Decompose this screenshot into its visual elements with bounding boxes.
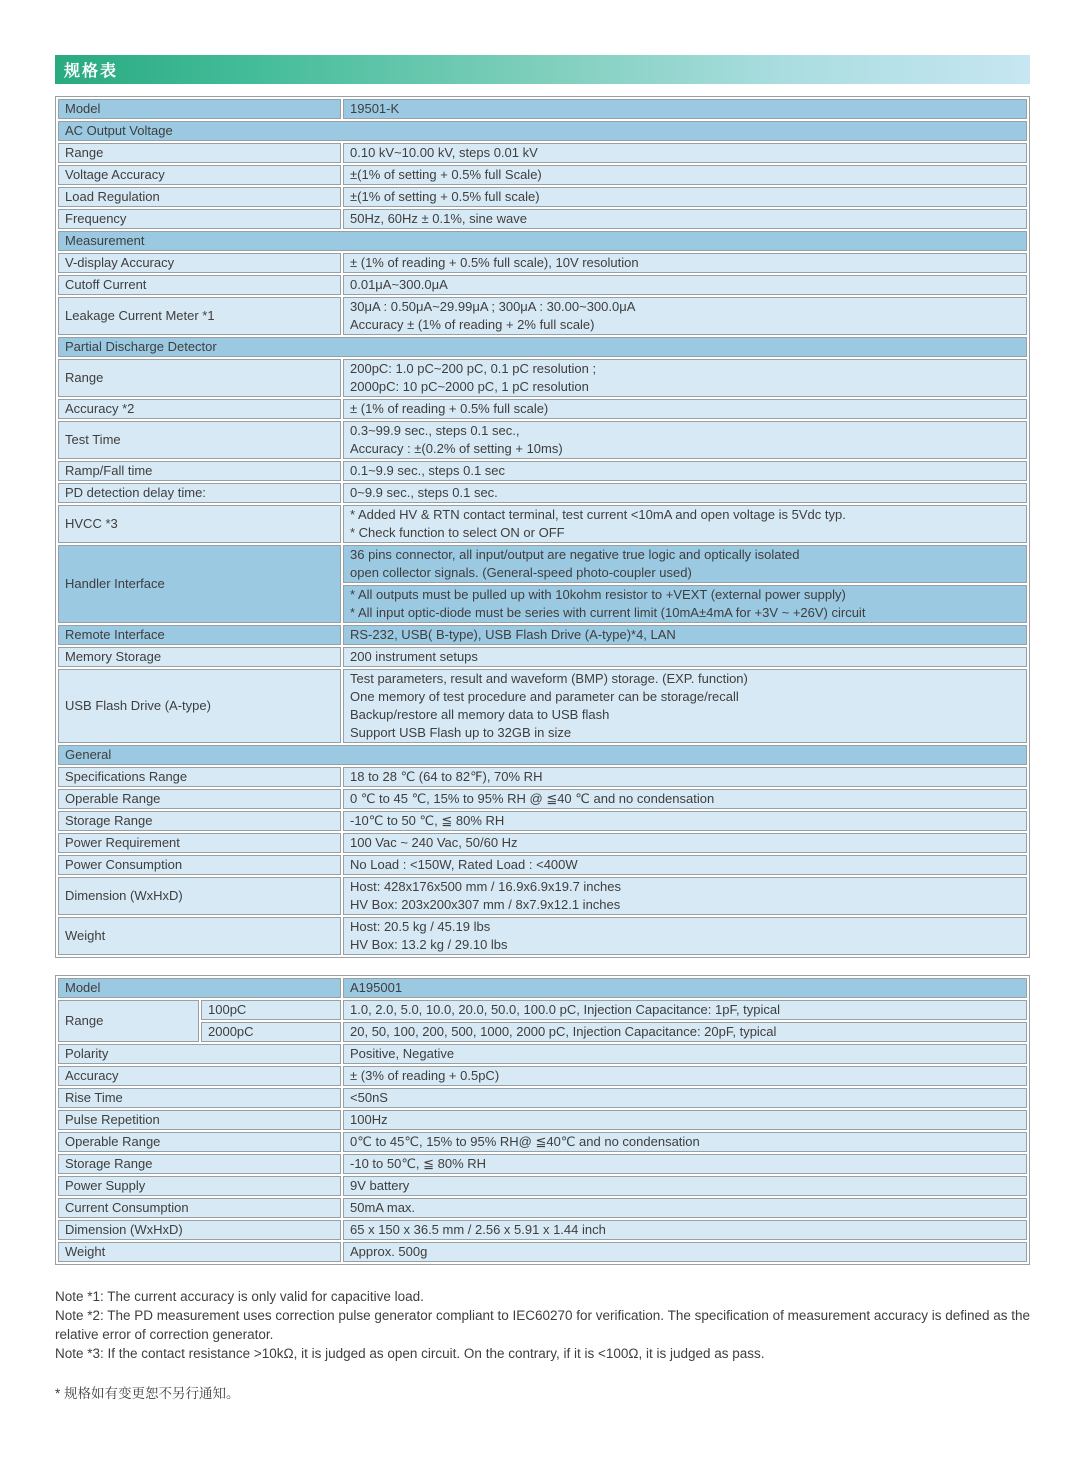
spec-value: ± (1% of reading + 0.5% full scale) <box>343 399 1027 419</box>
section-header: Partial Discharge Detector <box>58 337 1027 357</box>
spec-value: 0~9.9 sec., steps 0.1 sec. <box>343 483 1027 503</box>
notes <box>55 1287 1030 1363</box>
spec-label: Handler Interface <box>58 545 341 623</box>
spec-label: Ramp/Fall time <box>58 461 341 481</box>
spec-value: 19501-K <box>343 99 1027 119</box>
spec-label: Weight <box>58 1242 341 1262</box>
spec-value: 50mA max. <box>343 1198 1027 1218</box>
spec-value: 9V battery <box>343 1176 1027 1196</box>
spec-line: * All outputs must be pulled up with 10kohm resistor to +VEXT (external power supply) <box>350 587 846 602</box>
note-1: Note *1: The current accuracy is only valid for capacitive load. <box>55 1289 424 1304</box>
footnote-zh: * 规格如有变更恕不另行通知。 <box>55 1386 240 1401</box>
range-sub-label: 2000pC <box>201 1022 341 1042</box>
spec-value: ± (3% of reading + 0.5pC) <box>343 1066 1027 1086</box>
spec-label: Cutoff Current <box>58 275 341 295</box>
spec-value <box>343 917 1027 955</box>
spec-value <box>343 669 1027 743</box>
spec-table-title-bar <box>55 55 1030 84</box>
spec-line: 0.3~99.9 sec., steps 0.1 sec., <box>350 423 520 438</box>
section-header: AC Output Voltage <box>58 121 1027 141</box>
spec-label: Power Consumption <box>58 855 341 875</box>
spec-label: Dimension (WxHxD) <box>58 1220 341 1240</box>
spec-label: Pulse Repetition <box>58 1110 341 1130</box>
note-2: Note *2: The PD measurement uses correction pulse generator compliant to IEC60270 for verification. The specification of measurement accuracy is defined as the relative error of correction generator. <box>55 1308 1031 1342</box>
spec-label: Operable Range <box>58 1132 341 1152</box>
spec-label: HVCC *3 <box>58 505 341 543</box>
spec-value: 50Hz, 60Hz ± 0.1%, sine wave <box>343 209 1027 229</box>
note-3: Note *3: If the contact resistance >10kΩ, it is judged as open circuit. On the contrary, if it is <100Ω, it is judged as pass. <box>55 1346 765 1361</box>
spec-line: * Added HV & RTN contact terminal, test current <10mA and open voltage is 5Vdc typ. <box>350 507 846 522</box>
spec-label: Power Supply <box>58 1176 341 1196</box>
spec-line: Host: 428x176x500 mm / 16.9x6.9x19.7 inches <box>350 879 621 894</box>
spec-label: Accuracy *2 <box>58 399 341 419</box>
spec-line: Test parameters, result and waveform (BMP) storage. (EXP. function) <box>350 671 748 686</box>
spec-value: 18 to 28 ℃ (64 to 82℉), 70% RH <box>343 767 1027 787</box>
spec-label: Operable Range <box>58 789 341 809</box>
spec-label: Model <box>58 99 341 119</box>
spec-line: * All input optic-diode must be series with current limit (10mA±4mA for +3V ~ +26V) circuit <box>350 605 866 620</box>
spec-label: Range <box>58 359 341 397</box>
spec-value: Positive, Negative <box>343 1044 1027 1064</box>
spec-label: Specifications Range <box>58 767 341 787</box>
spec-value: 0.01μA~300.0μA <box>343 275 1027 295</box>
spec-value <box>343 585 1027 623</box>
spec-value <box>343 421 1027 459</box>
spec-label: Model <box>58 978 341 998</box>
spec-label: Dimension (WxHxD) <box>58 877 341 915</box>
accessory-spec-table <box>55 975 1030 1265</box>
spec-value: RS-232, USB( B-type), USB Flash Drive (A-type)*4, LAN <box>343 625 1027 645</box>
range-sub-label: 100pC <box>201 1000 341 1020</box>
spec-value: ±(1% of setting + 0.5% full Scale) <box>343 165 1027 185</box>
spec-label: Voltage Accuracy <box>58 165 341 185</box>
spec-label: Weight <box>58 917 341 955</box>
spec-value: 100Hz <box>343 1110 1027 1130</box>
spec-value: 0 ℃ to 45 ℃, 15% to 95% RH @ ≦40 ℃ and no condensation <box>343 789 1027 809</box>
spec-value: 1.0, 2.0, 5.0, 10.0, 20.0, 50.0, 100.0 pC, Injection Capacitance: 1pF, typical <box>343 1000 1027 1020</box>
spec-line: 2000pC: 10 pC~2000 pC, 1 pC resolution <box>350 379 589 394</box>
spec-label: Range <box>58 1000 199 1042</box>
spec-line: 36 pins connector, all input/output are negative true logic and optically isolated <box>350 547 800 562</box>
spec-label: Remote Interface <box>58 625 341 645</box>
spec-value: 65 x 150 x 36.5 mm / 2.56 x 5.91 x 1.44 inch <box>343 1220 1027 1240</box>
spec-value <box>343 545 1027 583</box>
spec-label: Frequency <box>58 209 341 229</box>
spec-label: Current Consumption <box>58 1198 341 1218</box>
spec-label: Storage Range <box>58 811 341 831</box>
spec-value <box>343 359 1027 397</box>
spec-label: Rise Time <box>58 1088 341 1108</box>
spec-label: Load Regulation <box>58 187 341 207</box>
spec-value: <50nS <box>343 1088 1027 1108</box>
spec-value: -10 to 50℃, ≦ 80% RH <box>343 1154 1027 1174</box>
spec-label: Memory Storage <box>58 647 341 667</box>
spec-line: HV Box: 203x200x307 mm / 8x7.9x12.1 inches <box>350 897 621 912</box>
spec-line: HV Box: 13.2 kg / 29.10 lbs <box>350 937 508 952</box>
spec-line: open collector signals. (General-speed photo-coupler used) <box>350 565 692 580</box>
spec-value: 20, 50, 100, 200, 500, 1000, 2000 pC, Injection Capacitance: 20pF, typical <box>343 1022 1027 1042</box>
section-header: General <box>58 745 1027 765</box>
spec-value: ± (1% of reading + 0.5% full scale), 10V resolution <box>343 253 1027 273</box>
spec-value: ±(1% of setting + 0.5% full scale) <box>343 187 1027 207</box>
spec-line: Accuracy ± (1% of reading + 2% full scale) <box>350 317 595 332</box>
spec-label: PD detection delay time: <box>58 483 341 503</box>
page-title: 规格表 <box>64 63 119 80</box>
spec-line: 200pC: 1.0 pC~200 pC, 0.1 pC resolution ; <box>350 361 597 376</box>
spec-label: Power Requirement <box>58 833 341 853</box>
spec-line: Backup/restore all memory data to USB flash <box>350 707 610 722</box>
spec-value: 0.10 kV~10.00 kV, steps 0.01 kV <box>343 143 1027 163</box>
spec-value: No Load : <150W, Rated Load : <400W <box>343 855 1027 875</box>
spec-label: Accuracy <box>58 1066 341 1086</box>
spec-label: USB Flash Drive (A-type) <box>58 669 341 743</box>
spec-line: Host: 20.5 kg / 45.19 lbs <box>350 919 491 934</box>
main-spec-table <box>55 96 1030 958</box>
spec-label: V-display Accuracy <box>58 253 341 273</box>
spec-line: Accuracy : ±(0.2% of setting + 10ms) <box>350 441 563 456</box>
spec-label: Leakage Current Meter *1 <box>58 297 341 335</box>
spec-label: Range <box>58 143 341 163</box>
spec-value: 0.1~9.9 sec., steps 0.1 sec <box>343 461 1027 481</box>
spec-value: 0℃ to 45℃, 15% to 95% RH@ ≦40℃ and no condensation <box>343 1132 1027 1152</box>
spec-label: Storage Range <box>58 1154 341 1174</box>
spec-value: 200 instrument setups <box>343 647 1027 667</box>
spec-value <box>343 297 1027 335</box>
spec-line: 30μA : 0.50μA~29.99μA ; 300μA : 30.00~300.0μA <box>350 299 636 314</box>
spec-value <box>343 505 1027 543</box>
spec-value: 100 Vac ~ 240 Vac, 50/60 Hz <box>343 833 1027 853</box>
spec-line: * Check function to select ON or OFF <box>350 525 565 540</box>
spec-value: A195001 <box>343 978 1027 998</box>
spec-label: Test Time <box>58 421 341 459</box>
spec-line: One memory of test procedure and parameter can be storage/recall <box>350 689 739 704</box>
spec-value <box>343 877 1027 915</box>
spec-value: Approx. 500g <box>343 1242 1027 1262</box>
section-header: Measurement <box>58 231 1027 251</box>
spec-value: -10℃ to 50 ℃, ≦ 80% RH <box>343 811 1027 831</box>
spec-line: Support USB Flash up to 32GB in size <box>350 725 572 740</box>
spec-label: Polarity <box>58 1044 341 1064</box>
